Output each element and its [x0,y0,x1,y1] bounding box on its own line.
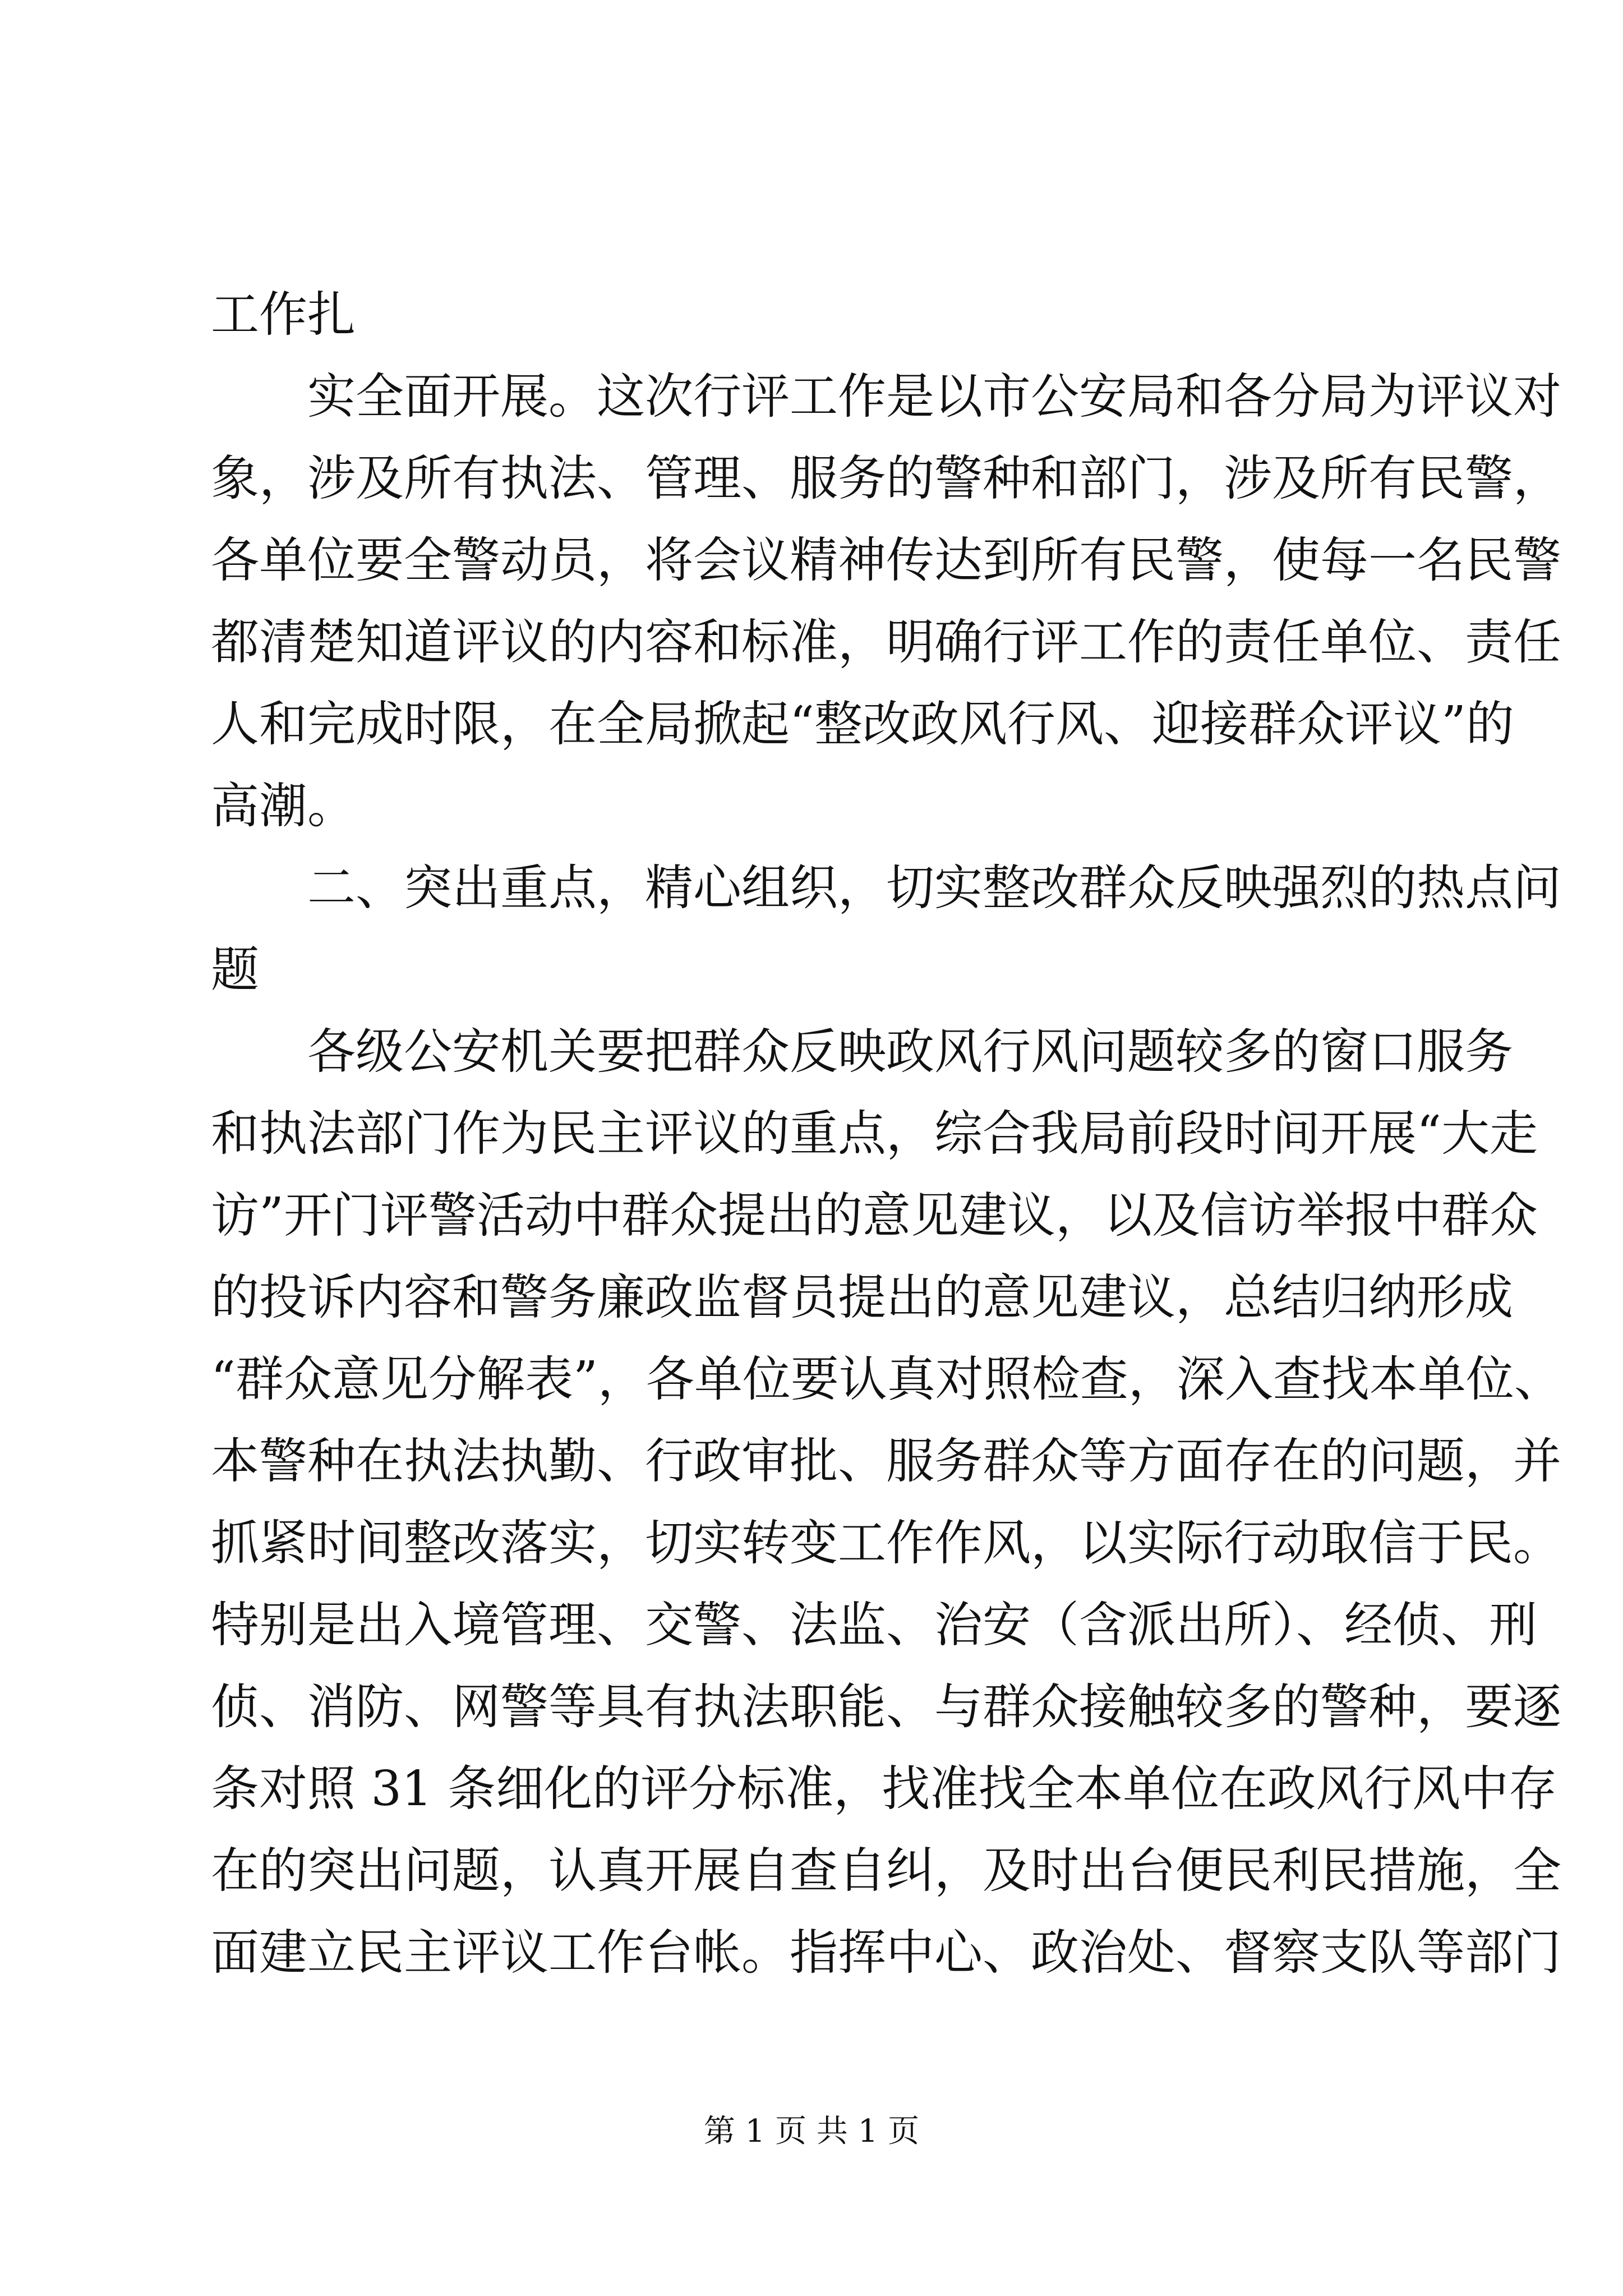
text-line: 本警种在执法执勤、行政审批、服务群众等方面存在的问题，并 [211,1433,1561,1489]
text-line: 侦、消防、网警等具有执法职能、与群众接触较多的警种，要逐 [211,1679,1561,1735]
document-body [211,274,1562,1994]
text-line: 的投诉内容和警务廉政监督员提出的意见建议，总结归纳形成 [211,1269,1513,1326]
text-line: 访”开门评警活动中群众提出的意见建议，以及信访举报中群众 [211,1188,1538,1244]
text-line: 在的突出问题，认真开展自查自纠，及时出台便民利民措施，全 [211,1843,1561,1899]
page-number-footer: 第 1 页 共 1 页 [703,2113,920,2150]
text-line: 面建立民主评议工作台帐。指挥中心、政治处、督察支队等部门 [211,1925,1561,1981]
text-line: 工作扎 [211,287,356,343]
text-line: 都清楚知道评议的内容和标准，明确行评工作的责任单位、责任 [211,614,1561,670]
text-line: 象，涉及所有执法、管理、服务的警种和部门，涉及所有民警， [211,450,1561,507]
text-line: 人和完成时限，在全局掀起“整改政风行风、迎接群众评议”的 [211,696,1514,752]
text-line: 抓紧时间整改落实，切实转变工作作风，以实际行动取信于民。 [211,1515,1561,1571]
text-line: 实全面开展。这次行评工作是以市公安局和各分局为评议对 [307,369,1561,425]
text-line: 各级公安机关要把群众反映政风行风问题较多的窗口服务 [307,1024,1513,1080]
text-line: 和执法部门作为民主评议的重点，综合我局前段时间开展“大走 [211,1106,1538,1162]
section-heading-continuation: 题 [211,942,259,998]
text-line: 条对照 31 条细化的评分标准，找准找全本单位在政风行风中存 [211,1761,1557,1817]
text-line: 各单位要全警动员，将会议精神传达到所有民警，使每一名民警 [211,532,1561,588]
text-line: “群众意见分解表”，各单位要认真对照检查，深入查找本单位、 [211,1351,1562,1407]
text-line: 特别是出入境管理、交警、法监、治安（含派出所）、经侦、刑 [211,1597,1537,1653]
text-line: 高潮。 [211,778,356,834]
section-heading: 二、突出重点，精心组织，切实整改群众反映强烈的热点问 [307,860,1561,916]
